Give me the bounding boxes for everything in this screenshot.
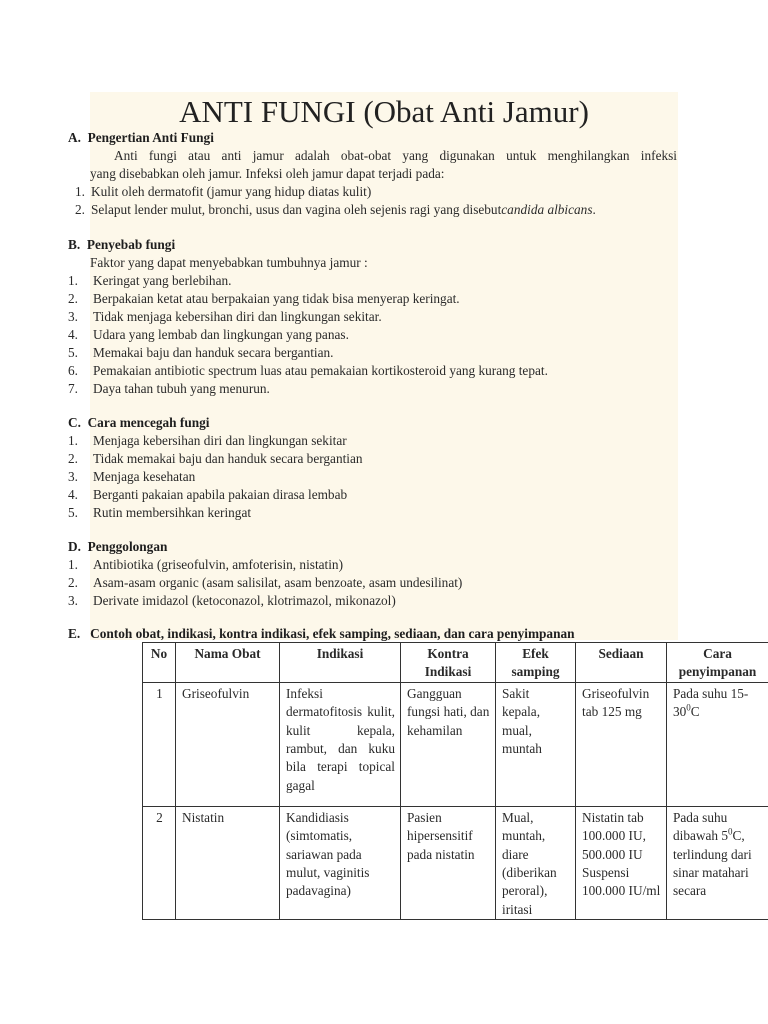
- list-item-text: Derivate imidazol (ketoconazol, klotrimazol, mikonazol): [93, 593, 396, 608]
- list-item-text: [91, 201, 596, 219]
- list-item-text: Berpakaian ketat atau berpakaian yang tidak bisa menyerap keringat.: [93, 291, 460, 306]
- column-header: Cara penyimpanan: [667, 643, 768, 683]
- list-item-text: Daya tahan tubuh yang menurun.: [93, 381, 270, 396]
- section-e-heading: E. Contoh obat, indikasi, kontra indikasi, efek samping, sediaan, dan cara penyimpanan: [68, 626, 575, 641]
- list-item-number: 4.: [68, 487, 78, 502]
- list-item-text: Berganti pakaian apabila pakaian dirasa lembab: [93, 487, 348, 502]
- cell-sediaan: Griseofulvin tab 125 mg: [576, 682, 667, 806]
- section-b-intro: Faktor yang dapat menyebabkan tumbuhnya jamur :: [90, 255, 368, 270]
- list-item-number: 2.: [68, 575, 78, 590]
- column-header: Indikasi: [280, 643, 401, 683]
- section-a-paragraph-line2: yang disebabkan oleh jamur. Infeksi oleh jamur dapat terjadi pada:: [90, 166, 445, 181]
- italic-term: candida albicans: [501, 202, 593, 217]
- list-item-text: Asam-asam organic (asam salisilat, asam benzoate, asam undesilinat): [93, 575, 463, 590]
- cell-no: 1: [143, 682, 176, 806]
- list-item-text-main: Selaput lender mulut, bronchi, usus dan vagina oleh sejenis ragi yang disebut: [91, 202, 502, 217]
- table-row: [143, 682, 768, 806]
- list-item-text: Tidak menjaga kebersihan diri dan lingkungan sekitar.: [93, 309, 382, 324]
- list-item-text: Pemakaian antibiotic spectrum luas atau pemakaian kortikosteroid yang kurang tepat.: [93, 363, 548, 378]
- list-item-number: 4.: [68, 327, 78, 342]
- column-header: No: [143, 643, 176, 683]
- degree-superscript: 0: [728, 826, 733, 837]
- cell-no: 2: [143, 806, 176, 919]
- list-item-number: 2.: [68, 451, 78, 466]
- list-item-number: 2.: [75, 202, 85, 217]
- cell-nama-obat: Griseofulvin: [176, 682, 280, 806]
- degree-superscript: 0: [686, 702, 691, 713]
- cell-cara-penyimpanan: [667, 682, 768, 806]
- column-header: Kontra Indikasi: [401, 643, 496, 683]
- cell-efek-samping: Mual, muntah, diare (diberikan peroral), iritasi: [496, 806, 576, 919]
- list-item-number: 5.: [68, 505, 78, 520]
- list-item-number: 6.: [68, 363, 78, 378]
- list-item-number: 7.: [68, 381, 78, 396]
- column-header: Nama Obat: [176, 643, 280, 683]
- list-item-number: 5.: [68, 345, 78, 360]
- storage-unit: C, terlindung dari sinar matahari secara: [673, 828, 752, 899]
- list-item-number: 3.: [68, 309, 78, 324]
- column-header: Sediaan: [576, 643, 667, 683]
- section-a-heading: A. Pengertian Anti Fungi: [68, 130, 214, 145]
- section-d-heading: D. Penggolongan: [68, 539, 168, 554]
- table-header-row: [143, 643, 768, 683]
- storage-text: Pada suhu dibawah 5: [673, 809, 729, 844]
- drug-table: [142, 642, 768, 920]
- list-item-text: Udara yang lembab dan lingkungan yang panas.: [93, 327, 349, 342]
- list-item-number: 2.: [68, 291, 78, 306]
- table-row: [143, 806, 768, 919]
- column-header: Efek samping: [496, 643, 576, 683]
- section-b-heading: B. Penyebab fungi: [68, 237, 176, 252]
- cell-indikasi: Kandidiasis (simtomatis, sariawan pada mulut, vaginitis padavagina): [280, 806, 401, 919]
- list-item-number: 3.: [68, 469, 78, 484]
- section-a-paragraph-line1: Anti fungi atau anti jamur adalah obat-obat yang digunakan untuk menghilangkan infeksi: [114, 148, 677, 163]
- list-item-text: Menjaga kesehatan: [93, 469, 196, 484]
- cell-sediaan: Nistatin tab 100.000 IU, 500.000 IU Suspensi 100.000 IU/ml: [576, 806, 667, 919]
- section-c-heading: C. Cara mencegah fungi: [68, 415, 210, 430]
- list-item-text: Tidak memakai baju dan handuk secara bergantian: [93, 451, 363, 466]
- list-item-number: 3.: [68, 593, 78, 608]
- list-item-text: Keringat yang berlebihan.: [93, 273, 232, 288]
- list-item-text: Antibiotika (griseofulvin, amfoterisin, nistatin): [93, 557, 344, 572]
- list-item-text: Kulit oleh dermatofit (jamur yang hidup diatas kulit): [91, 184, 372, 199]
- list-item-number: 1.: [68, 557, 78, 572]
- storage-unit: C: [690, 704, 700, 720]
- storage-text: Pada suhu 15-30: [673, 685, 749, 720]
- list-item-number: 1.: [75, 184, 85, 199]
- cell-kontra-indikasi: Gangguan fungsi hati, dan kehamilan: [401, 682, 496, 806]
- cell-cara-penyimpanan: [667, 806, 768, 919]
- sentence-end: .: [592, 202, 596, 217]
- list-item-text: Memakai baju dan handuk secara bergantian.: [93, 345, 334, 360]
- list-item-text: Menjaga kebersihan diri dan lingkungan sekitar: [93, 433, 347, 448]
- cell-indikasi: Infeksi dermatofitosis kulit, kulit kepala, rambut, dan kuku bila terapi topical gagal: [280, 682, 401, 806]
- list-item-number: 1.: [68, 433, 78, 448]
- list-item-text: Rutin membersihkan keringat: [93, 505, 252, 520]
- cell-efek-samping: Sakit kepala, mual, muntah: [496, 682, 576, 806]
- list-item-number: 1.: [68, 273, 78, 288]
- cell-nama-obat: Nistatin: [176, 806, 280, 919]
- cell-kontra-indikasi: Pasien hipersensitif pada nistatin: [401, 806, 496, 919]
- document-title: ANTI FUNGI (Obat Anti Jamur): [179, 94, 589, 129]
